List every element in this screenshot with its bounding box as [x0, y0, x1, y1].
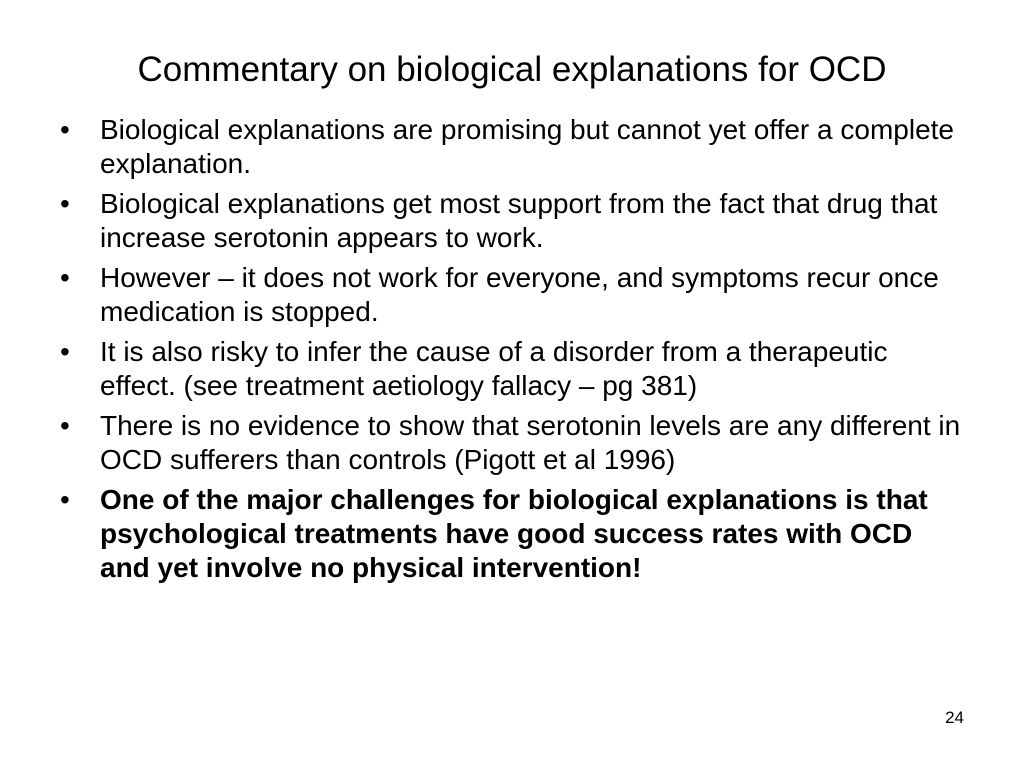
bullet-item-emphasis	[60, 483, 965, 585]
bullet-icon: •	[60, 484, 70, 515]
bullet-list	[60, 113, 965, 591]
slide-number: 24	[945, 708, 964, 727]
slide-title: Commentary on biological explanations for OCD	[137, 50, 887, 89]
bullet-item	[60, 113, 965, 181]
bullet-icon: •	[60, 336, 70, 367]
bullet-item	[60, 261, 965, 329]
bullet-icon: •	[60, 262, 70, 293]
bullet-text: One of the major challenges for biological explanations is that psychological treatments have good success rates with OCD and yet involve no physical intervention!	[100, 484, 928, 583]
bullet-text: There is no evidence to show that serotonin levels are any different in OCD sufferers than controls (Pigott et al 1996)	[100, 410, 961, 475]
bullet-text: Biological explanations get most support from the fact that drug that increase serotonin appears to work.	[100, 188, 938, 253]
bullet-item	[60, 187, 965, 255]
bullet-item	[60, 409, 965, 477]
bullet-icon: •	[60, 114, 70, 145]
bullet-item	[60, 335, 965, 403]
bullet-icon: •	[60, 410, 70, 441]
bullet-icon: •	[60, 188, 70, 219]
bullet-text: It is also risky to infer the cause of a disorder from a therapeutic effect. (see treatment aetiology fallacy – pg 381)	[100, 336, 888, 401]
bullet-text: Biological explanations are promising but cannot yet offer a complete explanation.	[100, 114, 954, 179]
bullet-text: However – it does not work for everyone, and symptoms recur once medication is stopped.	[100, 262, 939, 327]
